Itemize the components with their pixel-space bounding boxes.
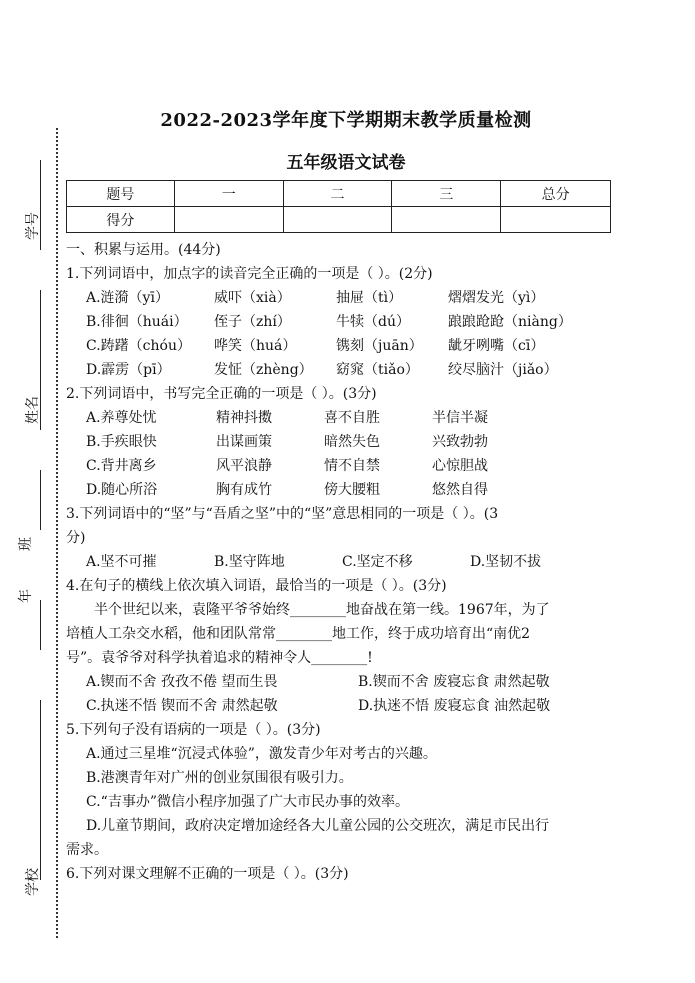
questions (66, 238, 626, 886)
question-1-option-row (66, 286, 626, 310)
option-word: 绞尽脑汁（jiǎo） (448, 362, 558, 378)
option-word: A.养尊处忧 (86, 410, 157, 426)
question-1-option-row (66, 334, 626, 358)
option-word: 牛犊（dú） (336, 314, 410, 330)
name-label: 姓名 (25, 396, 41, 424)
option-word: A.涟漪（yī） (86, 290, 169, 306)
score-cell[interactable] (283, 207, 392, 233)
option-word: 半信半凝 (432, 410, 488, 426)
question-5-stem: 5.下列句子没有语病的一项是（ ）。(3分) (66, 722, 321, 738)
option-word: 镌刻（juān） (336, 338, 423, 354)
score-cell[interactable] (392, 207, 501, 233)
option-d: D.坚韧不拔 (470, 554, 542, 570)
option-word: 喜不自胜 (324, 410, 380, 426)
option-c: C.“吉事办”微信小程序加强了广大市民办事的效率。 (86, 794, 409, 810)
option-b: B.港澳青年对广州的创业氛围很有吸引力。 (86, 770, 353, 786)
name-blank[interactable] (40, 290, 41, 430)
score-table (66, 180, 611, 233)
school-label: 学校 (25, 868, 41, 896)
option-word: 胸有成竹 (216, 482, 272, 498)
exam-subtitle: 五年级语文试卷 (286, 153, 406, 173)
question-4-passage: 号”。袁爷爷对科学执着追求的精神令人________! (66, 650, 373, 666)
option-word: 兴致勃勃 (432, 434, 488, 450)
option-word: 情不自禁 (324, 458, 380, 474)
option-word: 熠熠发光（yì） (448, 290, 545, 306)
option-word: B.手疾眼快 (86, 434, 157, 450)
option-word: C.踌躇（chóu） (86, 338, 191, 354)
grade-label: 年 (18, 589, 34, 603)
question-1-option-row (66, 310, 626, 334)
question-3-options (66, 550, 626, 574)
question-6-stem: 6.下列对课文理解不正确的一项是（ ）。(3分) (66, 866, 349, 882)
option-word: D.霹雳（pī） (86, 362, 171, 378)
class-blank[interactable] (40, 470, 41, 530)
option-word: 踉踉跄跄（niàng） (448, 314, 572, 330)
option-word: 发怔（zhèng） (214, 362, 313, 378)
question-1-stem: 1.下列词语中，加点字的读音完全正确的一项是（ ）。(2分) (66, 266, 433, 282)
question-4-option-row (66, 694, 626, 718)
option-word: B.徘徊（huái） (86, 314, 188, 330)
option-word: 暗然失色 (324, 434, 380, 450)
option-b: B.坚守阵地 (214, 554, 285, 570)
option-word: 抽屉（tì） (336, 290, 403, 306)
option-d: D.执迷不悟 废寝忘食 油然起敬 (358, 698, 551, 714)
option-word: 侄子（zhí） (214, 314, 291, 330)
option-word: 威吓（xià） (214, 290, 291, 306)
question-2-option-row (66, 478, 626, 502)
score-header-cell: 总分 (501, 181, 611, 207)
question-3-stem-cont: 分) (66, 530, 86, 546)
option-c: C.执迷不悟 锲而不舍 肃然起敬 (86, 698, 278, 714)
option-c: C.坚定不移 (342, 554, 413, 570)
score-header-cell: 题号 (67, 181, 175, 207)
binding-margin (0, 0, 64, 983)
option-word: 龇牙咧嘴（cī） (448, 338, 545, 354)
section-heading: 一、积累与运用。(44分) (66, 242, 221, 258)
option-word: 窈窕（tiǎo） (336, 362, 419, 378)
class-label: 班 (18, 537, 34, 551)
score-table-header-row (67, 181, 611, 207)
question-4-stem: 4.在句子的横线上依次填入词语，最恰当的一项是（ ）。(3分) (66, 578, 447, 594)
option-word: 心惊胆战 (432, 458, 488, 474)
cut-line (56, 128, 58, 938)
score-cell[interactable] (501, 207, 611, 233)
option-b: B.锲而不舍 废寝忘食 肃然起敬 (358, 674, 550, 690)
option-a: A.锲而不舍 孜孜不倦 望而生畏 (86, 674, 278, 690)
question-4-passage: 培植人工杂交水稻，他和团队常常________地工作，终于成功培育出“南优2 (66, 626, 531, 642)
student-id-blank[interactable] (40, 160, 41, 250)
score-header-cell: 一 (174, 181, 283, 207)
score-header-cell: 二 (283, 181, 392, 207)
option-word: C.背井离乡 (86, 458, 157, 474)
score-row-label: 得分 (67, 207, 175, 233)
school-blank[interactable] (40, 700, 41, 880)
question-3-stem: 3.下列词语中的“坚”与“吾盾之坚”中的“坚”意思相同的一项是（ ）。(3 (66, 506, 499, 522)
option-a: A.通过三星堆“沉浸式体验”，激发青少年对考古的兴趣。 (86, 746, 437, 762)
score-table-score-row (67, 207, 611, 233)
question-4-passage: 半个世纪以来，袁隆平爷爷始终________地奋战在第一线。1967年，为了 (94, 602, 550, 618)
question-4-option-row (66, 670, 626, 694)
option-word: 精神抖擞 (216, 410, 272, 426)
question-2-option-row (66, 454, 626, 478)
grade-blank[interactable] (40, 600, 41, 650)
option-a: A.坚不可摧 (86, 554, 157, 570)
question-2-stem: 2.下列词语中，书写完全正确的一项是（ ）。(3分) (66, 386, 377, 402)
question-2-option-row (66, 430, 626, 454)
option-d-cont: 需求。 (66, 842, 108, 858)
option-word: D.随心所浴 (86, 482, 158, 498)
question-2-option-row (66, 406, 626, 430)
score-cell[interactable] (174, 207, 283, 233)
score-header-cell: 三 (392, 181, 501, 207)
exam-title: 2022-2023学年度下学期期末教学质量检测 (160, 110, 532, 131)
student-id-label: 学号 (25, 212, 41, 240)
option-d: D.儿童节期间，政府决定增加途经各大儿童公园的公交班次，满足市民出行 (86, 818, 550, 834)
option-word: 风平浪静 (216, 458, 272, 474)
option-word: 悠然自得 (432, 482, 488, 498)
option-word: 傍大腰粗 (324, 482, 380, 498)
question-1-option-row (66, 358, 626, 382)
option-word: 出谋画策 (216, 434, 272, 450)
option-word: 哗笑（huá） (214, 338, 297, 354)
